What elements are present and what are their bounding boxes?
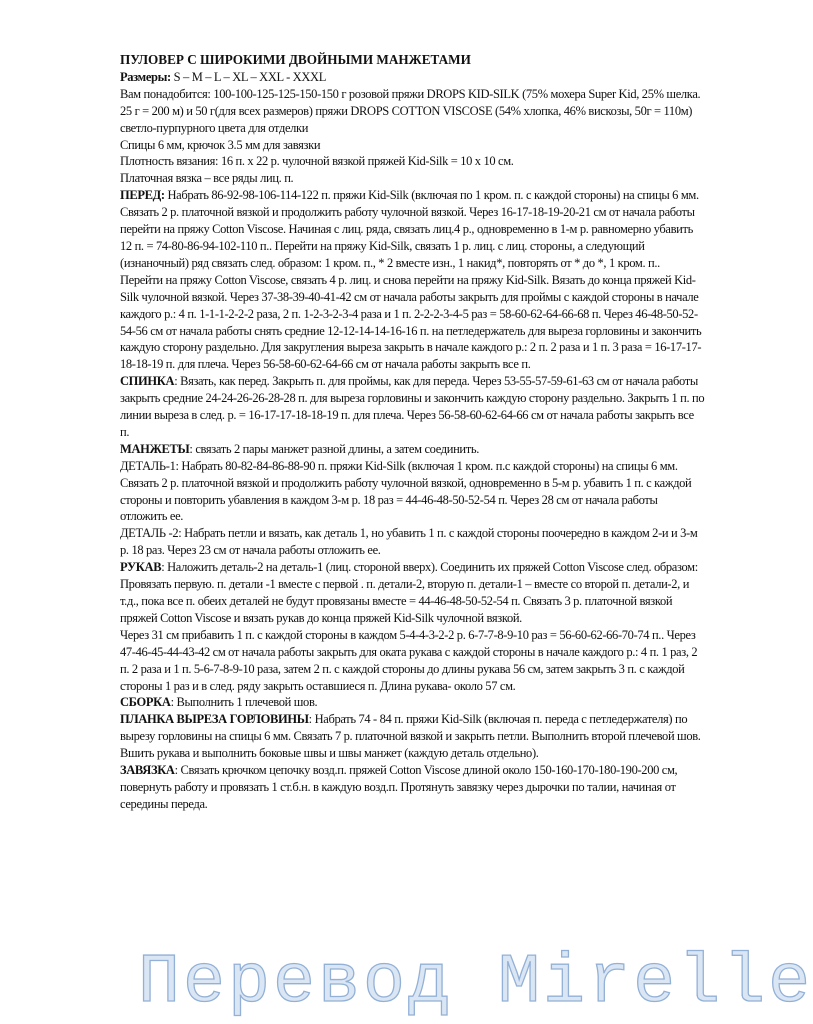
sleeve-continuation: Через 31 см прибавить 1 п. с каждой стороны в каждом 5-4-4-3-2-2 р. 6-7-7-8-9-10 раз = 56-60-62-66-70-74 п.. Через 47-46-45-44-43-42 см от начала работы закрыть для оката рукава с каждой стороны в начале каждого р.: 4 п. 1 раз, 2 п. 2 раза и 1 п. 5-6-7-8-9-10 раза, затем 2 п. с каждой стороны до длины рукава 56 см, затем закрыть 3 п. с каждой стороны 1 раз и в след. ряду закрыть оставшиеся п. Длина рукава- около 57 см. (120, 627, 698, 693)
gauge-line: Плотность вязания: 16 п. х 22 р. чулочной вязкой пряжей Kid-Silk = 10 х 10 см. (120, 154, 514, 169)
assembly-label: СБОРКА (120, 695, 171, 710)
tie-section (120, 762, 705, 813)
back-text: : Вязать, как перед. Закрыть п. для проймы, как для переда. Через 53-55-57-59-61-63 см от начала работы закрыть средние 24-24-26-26-28-28 п. для выреза горловины и закончить каждую сторону раздельно. Закрыть 1 п. по линии выреза в след. р. = 16-17-17-18-18-19 п. для плеча. Через 56-58-60-62-64-66 см от начала работы закрыть все п. (120, 374, 705, 439)
cuffs-section (120, 441, 705, 458)
front-section (120, 187, 705, 373)
tie-text: : Связать крючком цепочку возд.п. пряжей Cotton Viscose длиной около 150-160-170-180-190-200 см, повернуть работу и провязать 1 ст.б.н. в каждую возд.п. Протянуть завязку через дырочки по талии, начиная от середины переда. (120, 763, 678, 811)
cuffs-label: МАНЖЕТЫ (120, 441, 190, 456)
garter-line: Платочная вязка – все ряды лиц. п. (120, 171, 294, 186)
tie-label: ЗАВЯЗКА (120, 763, 175, 778)
assembly-text: : Выполнить 1 плечевой шов. (170, 695, 318, 710)
sleeve-text: : Наложить деталь-2 на деталь-1 (лиц. стороной вверх). Соединить их пряжей Cotton Viscose след. образом: Провязать первую. п. детали -1 вместе с первой . п. детали-2, вторую п. детали-1 – вместе со второй п. детали-2, и т.д., пока все п. обеих деталей не будут провязаны вместе = 44-46-48-50-52-54 п. Связать 3 р. платочной вязкой пряжей Cotton Viscose и вязать рукав до конца пряжей Kid-Silk чулочной вязкой. (120, 560, 698, 625)
sizes-label: Размеры: (120, 69, 171, 84)
part1-paragraph: ДЕТАЛЬ-1: Набрать 80-82-84-86-88-90 п. пряжи Kid-Silk (включая 1 кром. п.с каждой стороны) на спицы 6 мм. Связать 2 р. платочной вязкой и продолжить работу чулочной вязкой, одновременно в 5-м р. убавить 1 п. с каждой стороны и повторить убавления в каждом 3-м р. 18 раз = 44-46-48-50-52-54 п. Через 28 см от начала работы отложить ее. (120, 458, 692, 524)
neckband-section (120, 711, 705, 745)
sizes-line (120, 69, 705, 86)
cuffs-text: : связать 2 пары манжет разной длины, а затем соединить. (189, 441, 480, 456)
neckband-text: : Набрать 74 - 84 п. пряжи Kid-Silk (включая п. переда с петледержателя) по вырезу горловины на спицы 6 мм. Связать 7 р. платочной вязкой и закрыть петли. Выполнить второй плечевой шов. (120, 712, 701, 744)
back-section (120, 373, 705, 441)
front-text: Набрать 86-92-98-106-114-122 п. пряжи Kid-Silk (включая по 1 кром. п. с каждой стороны) на спицы 6 мм. Связать 2 р. платочной вязкой и продолжить работу чулочной вязкой. Через 16-17-18-19-20-21 см от начала работы перейти на пряжу Cotton Viscose. Начиная с лиц. ряда, связать лиц.4 р., одновременно в 1-м р. равномерно убавить 12 п. = 74-80-86-94-102-110 п.. Перейти на пряжу Kid-Silk, связать 1 р. лиц. с лиц. стороны, а следующий (изнаночный) ряд связать след. образом: 1 кром. п., * 2 вместе изн., 1 накид*, повторять от * до *, 1 кром. п.. Перейти на пряжу Cotton Viscose, связать 4 р. лиц. и снова перейти на пряжу Kid-Silk. Вязать до конца пряжей Kid-Silk чулочной вязкой. Через 37-38-39-40-41-42 см от начала работы закрыть для проймы с каждой стороны в начале каждого р.: 4 п. 1-1-1-2-2-2 раза, 2 п. 1-2-3-2-3-4 раза и 1 п. 2-2-2-3-4-5 раз = 58-60-62-64-66-68 п. Через 46-48-50-52-54-56 см от начала работы снять средние 12-12-14-14-16-16 п. на петледержатель для выреза горловины и закончить каждую сторону раздельно. Для закругления выреза закрыть в начале каждого р.: 2 п. 2 раза и 1 п. 3 раза = 16-17-17-18-18-19 п. для плеча. Через 56-58-60-62-64-66 см от начала работы закрыть все п. (120, 188, 702, 372)
sleeve-section (120, 559, 705, 627)
document-title: ПУЛОВЕР С ШИРОКИМИ ДВОЙНЫМИ МАНЖЕТАМИ (120, 52, 471, 67)
part2-paragraph: ДЕТАЛЬ -2: Набрать петли и вязать, как деталь 1, но убавить 1 п. с каждой стороны поочередно в каждом 2-и и 3-м р. 18 раз. Через 23 см от начала работы отложить ее. (120, 526, 698, 558)
finishing-line: Вшить рукава и выполнить боковые швы и швы манжет (каждую деталь отдельно). (120, 746, 539, 761)
assembly-section (120, 694, 705, 711)
pattern-document (120, 52, 705, 813)
sizes-text: S – M – L – XL – XXL - XXXL (170, 69, 326, 84)
needles-line: Спицы 6 мм, крючок 3.5 мм для завязки (120, 137, 321, 152)
neckband-label: ПЛАНКА ВЫРЕЗА ГОРЛОВИНЫ (120, 712, 309, 727)
sleeve-label: РУКАВ (120, 560, 162, 575)
front-label: ПЕРЕД: (120, 188, 165, 203)
materials-paragraph: Вам понадобится: 100-100-125-125-150-150 г розовой пряжи DROPS KID-SILK (75% мохера Super Kid, 25% шелка. 25 г = 200 м) и 50 г(для всех размеров) пряжи DROPS COTTON VISCOSE (54% хлопка, 46% вискозы, 50г = 110м) светло-пурпурного цвета для отделки (120, 86, 701, 135)
back-label: СПИНКА (120, 374, 175, 389)
translator-watermark: Перевод Mirelle (138, 944, 813, 1023)
